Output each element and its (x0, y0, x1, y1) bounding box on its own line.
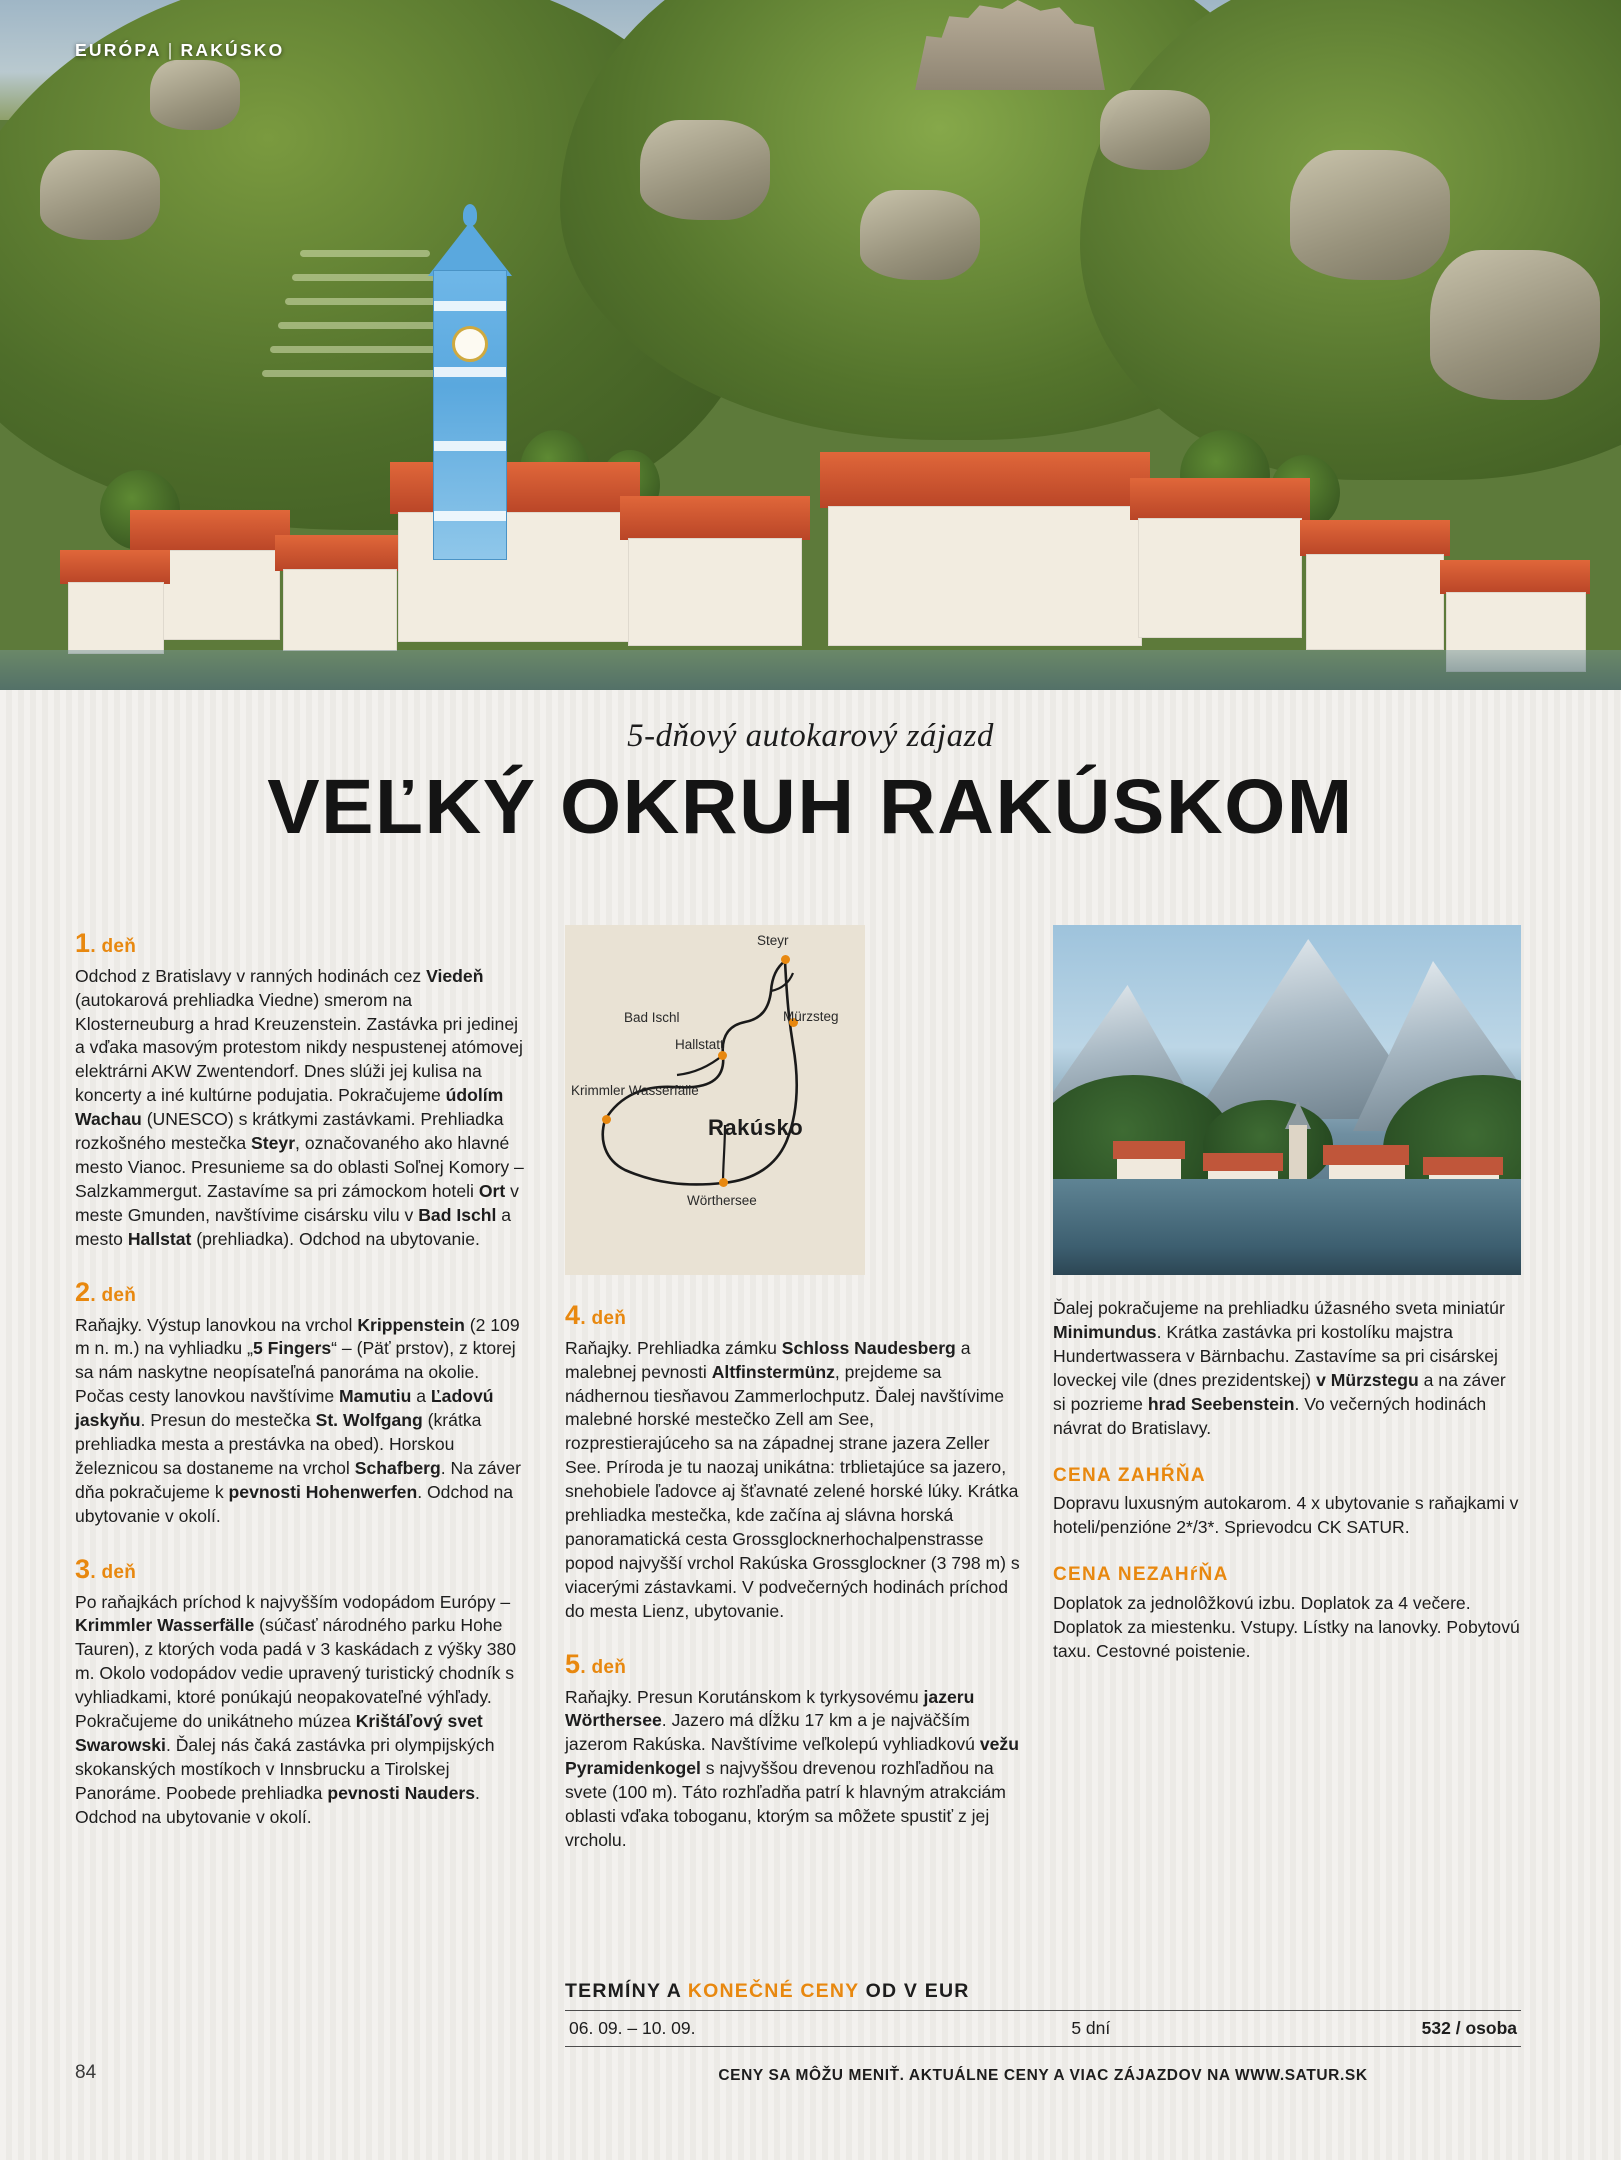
terms-and-prices (565, 1980, 1521, 2047)
rooftop (620, 496, 810, 540)
day-label: . deň (580, 1308, 627, 1329)
rooftop (275, 535, 405, 571)
blue-church-tower (433, 270, 507, 560)
day-text-5: Raňajky. Presun Korutánskom k tyrkysovému jazeru Wörthersee. Jazero má dĺžku 17 km a je najväčším jazerom Rakúska. Navštívime veľkolepú vyhliadkovú vežu Pyramidenkogel s najvyššou drevenou rozhľadňou na svete (100 m). Táto rozhľadňa patrí k hlavným atrakciám oblasti vďaka toboganu, ktorým sa môžete spustiť z jej vrcholu. (565, 1686, 1019, 1851)
day-text-2: Raňajky. Výstup lanovkou na vrchol Krippenstein (2 109 m n. m.) na vyhliadku „5 Fingers“ – (Päť prstov), z ktorej sa nám naskytne neopísateľná panoráma na okolie. Počas cesty lanovkou navštívime Mamutiu a Ľadovú jaskyňu. Presun do mestečka St. Wolfgang (krátka prehliadka mesta a prestávka na obed). Horskou železnicou sa dostaneme na vrchol Schafberg. Na záver dňa pokračujeme k pevnosti Hohenwerfen. Odchod na ubytovanie v okolí. (75, 1314, 521, 1526)
day-text-1: Odchod z Bratislavy v ranných hodinách cez Viedeň (autokarová prehliadka Viedne) smerom na Klosterneuburg a hrad Kreuzenstein. Zastávka pri jedinej a vďaka masovým protestom nikdy nespustenej atómovej elektrárni AKW Zwentendorf. Dnes slúži jej kulisa na koncerty a iné kultúrne podujatia. Pokračujeme údolím Wachau (UNESCO) s krátkymi zastávkami. Prehliadka rozkošného mestečka Steyr, označovaného ako hlavné mesto Vianoc. Presunieme sa do oblasti Soľnej Komory – Salzkammergut. Zastavíme sa pri zámockom hoteli Ort v meste Gmunden, navštívime cisársku vilu v Bad Ischl a mesto Hallstat (prehliadka). Odchod na ubytovanie. (75, 965, 524, 1249)
hero-image (0, 0, 1621, 690)
building (1138, 518, 1302, 638)
day-number: 4 (565, 1300, 581, 1330)
day-heading-1 (75, 925, 530, 962)
column-three (1053, 1297, 1521, 1664)
rock-formation (1430, 250, 1600, 400)
day-label: . deň (90, 936, 137, 957)
rooftop (130, 510, 290, 552)
tour-subtitle: 5-dňový autokarový zájazd (627, 718, 994, 754)
map-dot-worthersee (719, 1178, 728, 1187)
terms-heading-part3: OD V EUR (859, 1980, 970, 2002)
map-label-worthersee: Wörthersee (687, 1193, 757, 1208)
price-disclaimer: CENY SA MÔŽU MENIŤ. AKTUÁLNE CENY A VIAC ZÁJAZDOV NA WWW.SATUR.SK (718, 2067, 1368, 2084)
building (1306, 554, 1444, 650)
rooftop (1130, 478, 1310, 520)
rock-formation (150, 60, 240, 130)
rooftop (390, 462, 640, 514)
terms-heading (565, 1980, 1521, 2010)
page-number: 84 (75, 2062, 97, 2083)
rooftop (1300, 520, 1450, 556)
day-heading-4 (565, 1297, 1020, 1334)
map-dot-badischl (718, 1051, 727, 1060)
day-label: . deň (90, 1561, 137, 1583)
lake (1053, 1179, 1521, 1275)
term-date: 06. 09. – 10. 09. (565, 2011, 928, 2047)
rooftop (1440, 560, 1590, 594)
price-included-text: Dopravu luxusným autokarom. 4 x ubytovanie s raňajkami v hoteli/penzióne 2*/3*. Sprievodcu CK SATUR. (1053, 1493, 1519, 1538)
page-title: VEĽKÝ OKRUH RAKÚSKOM (267, 764, 1354, 850)
rooftop (1423, 1157, 1503, 1175)
route-map (565, 925, 865, 1275)
vineyard-terrace (300, 250, 430, 257)
day-number: 5 (565, 1648, 581, 1679)
term-length: 5 dní (928, 2011, 1253, 2047)
breadcrumb-region: EURÓPA (75, 40, 162, 60)
term-price: 532 / osoba (1253, 2011, 1521, 2047)
tour-outro-text: Ďalej pokračujeme na prehliadku úžasného sveta miniatúr Minimundus. Krátka zastávka pri kostolíku majstra Hundertwassera v Bärnbachu. Zastavíme sa pri cisárskej loveckej vile (dnes prezidentskej) v Mürzstegu a na záver si pozrieme hrad Seebenstein. Vo večerných hodinách návrat do Bratislavy. (1053, 1298, 1506, 1438)
map-label-murzsteg: Mürzsteg (783, 1009, 839, 1024)
price-included-heading: CENA ZAHŔŇA (1053, 1464, 1206, 1486)
day-number: 3 (75, 1553, 91, 1584)
breadcrumb-separator: | (167, 40, 175, 60)
breadcrumb-country: RAKÚSKO (180, 40, 285, 60)
title-block (0, 690, 1621, 852)
map-label-hallstatt: Hallstatt (675, 1037, 724, 1052)
route-map-svg (565, 925, 865, 1275)
price-excluded-heading: CENA NEZAHŕŇA (1053, 1564, 1229, 1586)
map-label-steyr: Steyr (757, 933, 789, 948)
map-label-krimmler (571, 1083, 699, 1099)
day-text-3: Po raňajkách príchod k najvyšším vodopádom Európy – Krimmler Wasserfälle (súčasť národného parku Hohe Tauren), z ktorých voda padá v 3 kaskádach z výšky 380 m. Okolo vodopádov vedie upravený turistický chodník s vyhliadkami, ktoré ponúkajú neopakovateľné výhľady. Pokračujeme do unikátneho múzea Krištáľový svet Swarowski. Ďalej nás čaká zastávka pri olympijských skokanských mostíkoch v Innsbrucku a Tirolskej Panoráme. Poobede prehliadka pevnosti Nauders. Odchod na ubytovanie v okolí. (75, 1591, 517, 1827)
building (283, 569, 397, 651)
terms-heading-part2: KONEČNÉ CENY (687, 1980, 860, 2002)
rock-formation (1290, 150, 1450, 280)
day-heading-5 (565, 1646, 1020, 1683)
day-text-4: Raňajky. Prehliadka zámku Schloss Naudesberg a malebnej pevnosti Altfinstermünz, prejdeme sa nádhernou tiesňavou Zammerlochputz. Ďalej navštívime malebné horské mestečko Zell am See, rozprestierajúceho sa na západnej strane jazera Zeller See. Príroda je tu naozaj unikátna: trblietajúce sa jazero, snehobiele ľadovce aj šťavnaté zelené horské lúky. Krátka prehliadka mestečka, kde začína aj slávna horská panoramatická cesta Grossglocknerhochalpenstrasse popod najvyšší vrchol Rakúska Grossglockner (3 798 m) s viacerými zástavkami. V podvečerných hodinách príchod do mesta Lienz, ubytovanie. (565, 1337, 1020, 1621)
breadcrumb (75, 40, 284, 61)
clock-face (452, 326, 488, 362)
building (828, 506, 1142, 646)
price-excluded-text: Doplatok za jednolôžkovú izbu. Doplatok za 4 večere. Doplatok za miestenku. Vstupy. Lístky na lanovky. Pobytovú taxu. Cestovné poistenie. (1053, 1593, 1520, 1661)
map-label-krimmler-text: Krimmler Wasserfälle (571, 1083, 699, 1098)
day-heading-3 (75, 1551, 530, 1588)
rooftop (1323, 1145, 1409, 1165)
map-dot-steyr (781, 955, 790, 964)
hallstatt-photo (1053, 925, 1521, 1275)
building (68, 582, 164, 654)
rooftop (1203, 1153, 1283, 1171)
map-dot-krimmler (602, 1115, 611, 1124)
vineyard-terrace (278, 322, 458, 329)
terms-table (565, 2010, 1521, 2047)
rock-formation (40, 150, 160, 240)
river (0, 650, 1621, 690)
map-label-badischl: Bad Ischl (624, 1010, 680, 1025)
rock-formation (640, 120, 770, 220)
danube-village (0, 390, 1621, 690)
rooftop (1113, 1141, 1185, 1159)
day-heading-2 (75, 1274, 530, 1311)
rooftop (60, 550, 170, 584)
day-number: 2 (75, 1276, 91, 1307)
rooftop (820, 452, 1150, 508)
column-one (75, 925, 530, 1830)
rock-formation (860, 190, 980, 280)
day-number: 1 (75, 928, 91, 958)
day-label: . deň (90, 1284, 137, 1306)
rock-formation (1100, 90, 1210, 170)
building (628, 538, 802, 646)
terms-heading-part1: TERMÍNY A (565, 1980, 688, 2002)
vineyard-terrace (285, 298, 450, 305)
day-label: . deň (580, 1656, 627, 1678)
table-row (565, 2011, 1521, 2047)
column-two (565, 1297, 1020, 1853)
map-country-label: Rakúsko (708, 1115, 804, 1140)
page-body (0, 690, 1621, 2160)
vineyard-terrace (292, 274, 442, 281)
